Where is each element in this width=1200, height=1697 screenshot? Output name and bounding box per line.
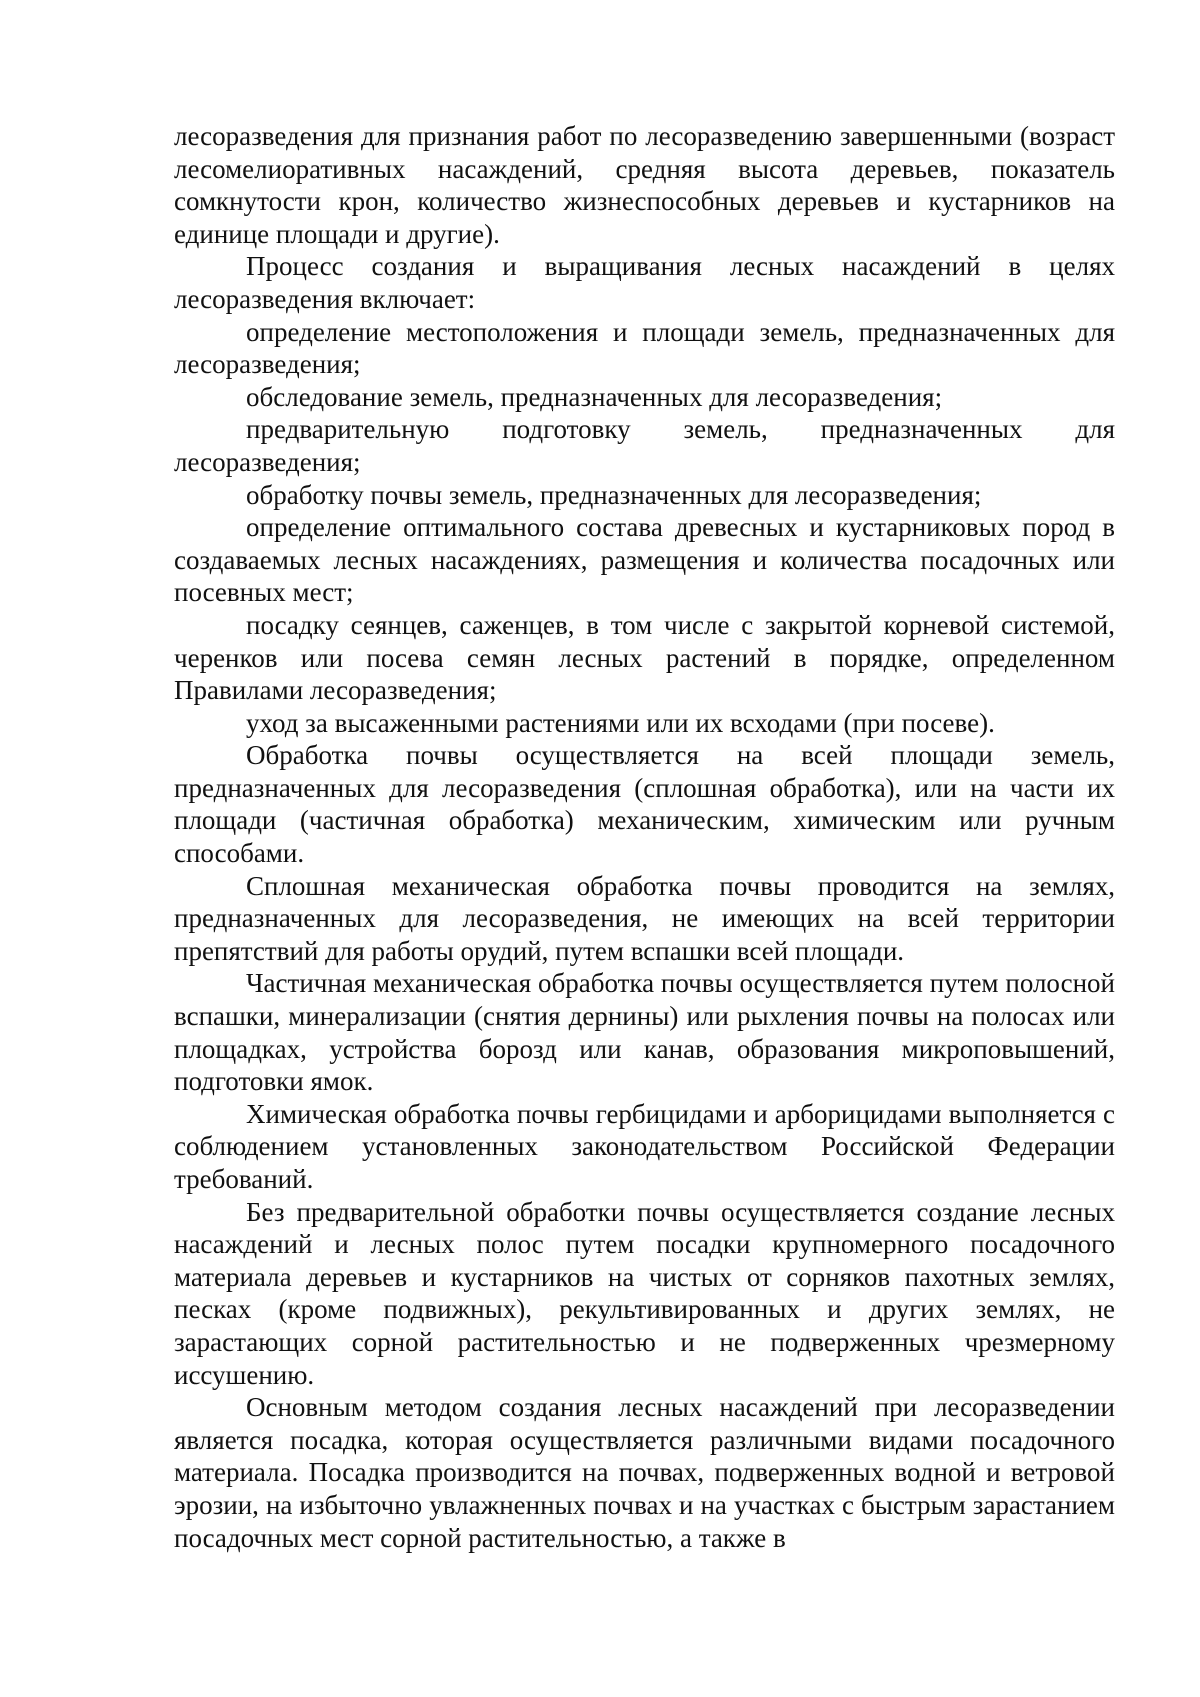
list-item: определение местоположения и площади земель, предназначенных для лесоразведения; (174, 316, 1115, 380)
paragraph: Без предварительной обработки почвы осуществляется создание лесных насаждений и лесных полос путем посадки крупномерного посадочного материала деревьев и кустарников на чистых от сорняков пахотных землях, песках (кроме подвижных), рекультивированных и других землях, не зарастающих сорной растительностью и не подверженных чрезмерному иссушению. (174, 1196, 1115, 1390)
document-body (174, 120, 1115, 1554)
paragraph-continuation: лесоразведения для признания работ по лесоразведению завершенными (возраст лесомелиоративных насаждений, средняя высота деревьев, показатель сомкнутости крон, количество жизнеспособных деревьев и кустарников на единице площади и другие). (174, 121, 1115, 249)
paragraph: Процесс создания и выращивания лесных насаждений в целях лесоразведения включает: (174, 251, 1115, 314)
paragraph: Обработка почвы осуществляется на всей площади земель, предназначенных для лесоразведения (сплошная обработка), или на части их площади (частичная обработка) механическим, химическим или ручным способами. (174, 740, 1115, 869)
list-item: предварительную подготовку земель, предназначенных для лесоразведения; (174, 414, 1115, 477)
list-item: посадку сеянцев, саженцев, в том числе с закрытой корневой системой, черенков или посева семян лесных растений в порядке, определенном Правилами лесоразведения; (174, 609, 1115, 706)
list-item: определение оптимального состава древесных и кустарниковых пород в создаваемых лесных насаждениях, размещения и количества посадочных или посевных мест; (174, 512, 1115, 608)
paragraph: Сплошная механическая обработка почвы проводится на землях, предназначенных для лесоразведения, не имеющих на всей территории препятствий для работы орудий, путем вспашки всей площади. (174, 870, 1115, 966)
paragraph: Основным методом создания лесных насаждений при лесоразведении является посадка, которая осуществляется различными видами посадочного материала. Посадка производится на почвах, подверженных водной и ветровой эрозии, на избыточно увлажненных почвах и на участках с быстрым зарастанием посадочных мест сорной растительностью, а также в (174, 1392, 1115, 1553)
paragraph: Химическая обработка почвы гербицидами и арборицидами выполняется с соблюдением установленных законодательством Российской Федерации требований. (174, 1098, 1115, 1194)
list-item: обработку почвы земель, предназначенных для лесоразведения; (246, 479, 982, 510)
list-item: уход за высаженными растениями или их всходами (при посеве). (246, 707, 995, 738)
paragraph: Частичная механическая обработка почвы осуществляется путем полосной вспашки, минерализации (снятия дернины) или рыхления почвы на полосах или площадках, устройства борозд или канав, образования микроповышений, подготовки ямок. (174, 968, 1115, 1097)
list-item: обследование земель, предназначенных для лесоразведения; (246, 381, 943, 412)
